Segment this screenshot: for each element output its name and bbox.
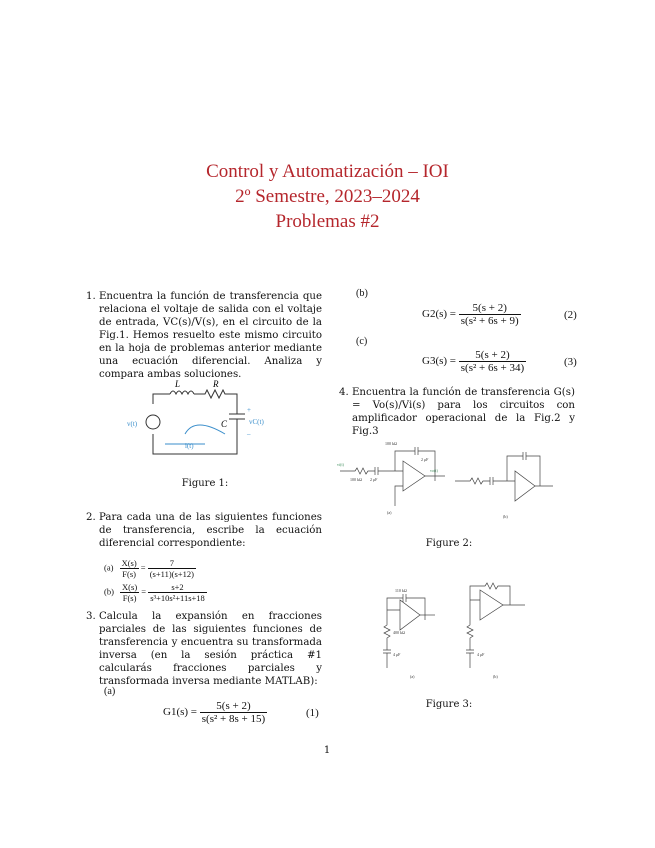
label-vc: vC(t): [249, 418, 264, 426]
label-3a: (a): [104, 686, 116, 697]
label-c1: 4 μF: [393, 652, 401, 657]
problem-1: [86, 290, 322, 381]
problem-text: Para cada una de las siguientes funciones de transferencia, escribe la ecuación diferencial correspondiente:: [99, 512, 322, 549]
label-R: R: [213, 379, 219, 389]
equation-3c: G3(s) = $\frac{5(s + 2)}{\text{s(s² + 6s + 34)}}$: [422, 349, 525, 374]
figure-1-circuit: [125, 374, 285, 470]
label-plus: +: [247, 406, 251, 414]
label-3b: (b): [356, 288, 368, 299]
label-minus: –: [247, 430, 251, 438]
problem-2: [86, 511, 322, 550]
equation-number-1: (1): [306, 707, 319, 719]
problem-number: 3.: [86, 611, 96, 622]
equation-2a: (a) $\frac{X(s)}{F(s)}$ = $\frac{7}{(s+11)(s+12)}$: [104, 558, 194, 579]
label-b: (b): [503, 514, 508, 519]
problem-number: 4.: [339, 387, 349, 398]
figure-3-caption: Figure 3:: [425, 699, 473, 710]
label-b: (b): [493, 674, 498, 679]
equation-2b: (b) $\frac{X(s)}{F(s)}$ = $\frac{s+2}{\text{s³+10s²+11s+18}}$: [104, 582, 205, 603]
label-C: C: [221, 419, 228, 429]
figure-3-circuits: [365, 570, 535, 684]
label-it: i(t): [185, 442, 194, 450]
problem-text: Encuentra la función de transferencia G(s) = Vo(s)/Vi(s) para los circuitos con amplificador operacional de la Fig.2 y Fig.3: [352, 387, 575, 437]
course-title: Control y Automatización – IOI: [206, 161, 449, 182]
label-r1: 110 kΩ: [395, 588, 407, 593]
figure-2-circuits: [335, 436, 557, 526]
problem-number: 1.: [86, 291, 96, 302]
label-3c: (c): [356, 336, 368, 347]
page-number: 1: [323, 745, 331, 756]
label-r2: 400 kΩ: [393, 630, 405, 635]
equation-3b: G2(s) = $\frac{5(s + 2)}{\text{s(s² + 6s + 9)}}$: [422, 302, 519, 327]
semester: 2º Semestre, 2023–2024: [235, 186, 420, 207]
equation-number-2: (2): [564, 309, 577, 321]
label-vt: v(t): [127, 420, 138, 428]
problem-text: Encuentra la función de transferencia que relaciona el voltaje de salida con el voltaje de entrada, VC(s)/V(s), en el circuito de la Fig.1. Hemos resuelto este mismo circuito en la hoja de problemas anterior mediante una ecuación diferencial. Analiza y compara ambas soluciones.: [99, 291, 322, 380]
label-vi: vi(t): [337, 462, 344, 467]
label-r1: 100 kΩ: [350, 477, 362, 482]
label-a: (a): [387, 510, 392, 515]
label-c2: 4 μF: [477, 652, 485, 657]
problem-4: [339, 386, 575, 438]
problem-3: [86, 610, 322, 688]
label-c2: 2 μF: [421, 457, 429, 462]
label-a: (a): [410, 674, 415, 679]
label-r2: 100 kΩ: [385, 441, 397, 446]
problem-text: Calcula la expansión en fracciones parciales de las siguientes funciones de transferencia y encuentra su transformada inversa (en la sesión práctica #1 calcularás fracciones parciales y transformada inversa mediante MATLAB):: [99, 611, 322, 687]
equation-number-3: (3): [564, 356, 577, 368]
label-c1: 2 μF: [370, 477, 378, 482]
label-L: L: [175, 379, 181, 389]
figure-1-caption: Figure 1:: [181, 478, 229, 489]
equation-3a: G1(s) = $\frac{5(s + 2)}{\text{s(s² + 8s + 15)}}$: [163, 700, 266, 725]
problem-number: 2.: [86, 512, 96, 523]
sheet-title: Problemas #2: [275, 211, 380, 232]
figure-2-caption: Figure 2:: [425, 538, 473, 549]
label-vo: vo(t): [430, 468, 438, 473]
